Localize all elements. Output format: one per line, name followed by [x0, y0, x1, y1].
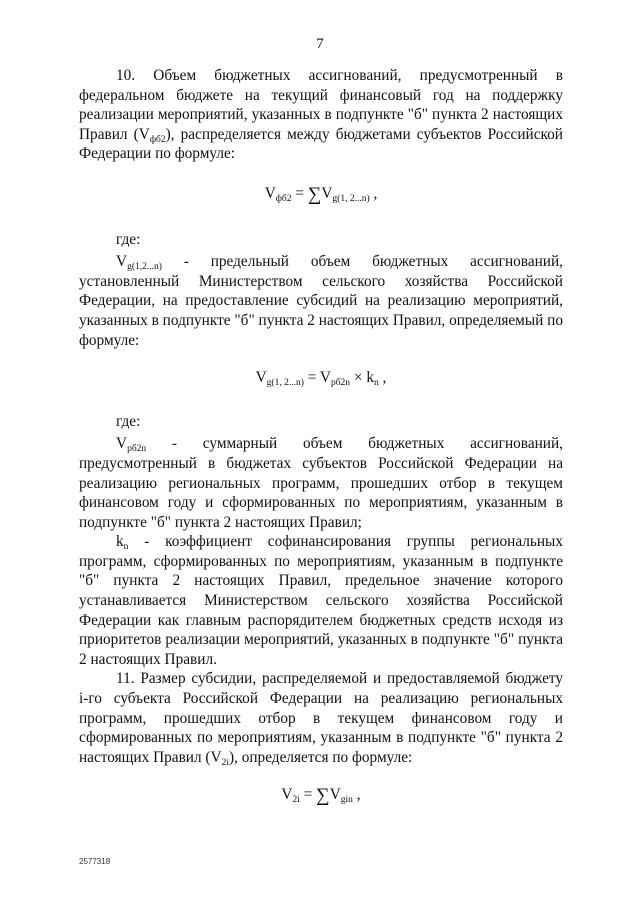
definition-text: - предельный объем бюджетных ассигнований, установленный Министерством сельского хозяйства Российской Федерации, на предоставление субсидий на реализацию мероприятий, указанных в подпункте "б" пункта 2 настоящих Правил, определяемый по формуле:: [79, 253, 563, 349]
subscript: 2i: [292, 795, 300, 806]
where-label: где:: [116, 230, 141, 248]
where-label: где:: [116, 412, 141, 430]
formula-operator: ,: [352, 786, 361, 804]
paragraph-text: ), распределяется между бюджетами субъектов Российской Федерации по формуле:: [79, 125, 563, 163]
sum-symbol: ∑: [307, 183, 322, 205]
subscript: g(1, 2...n): [332, 193, 370, 204]
paragraph-11: [79, 669, 563, 767]
formula-symbol: V: [264, 184, 276, 202]
subscript: фб2: [275, 193, 292, 204]
subscript: фб2: [149, 134, 166, 145]
formula-operator: ,: [369, 184, 378, 202]
formula-2: [79, 368, 563, 388]
formula-symbol: V: [255, 369, 267, 387]
paragraph-text: 11. Размер субсидии, распределяемой и предоставляемой бюджету i-го субъекта Российской Федерации на реализацию региональных программ, прошедших отбор в текущем финансовом году и сформированных по мероприятиям, указанным в подпункте "б" пункта 2 настоящих Правил (V: [79, 670, 563, 766]
subscript: 2i: [221, 757, 229, 768]
formula-operator: =: [291, 184, 308, 202]
definition-text: - коэффициент софинансирования группы региональных программ, сформированных по мероприятиям, указанным в подпункте "б" пункта 2 настоящих Правил, предельное значение которого устанавливается Министерством сельского хозяйства Российской Федерации как главным распорядителем бюджетных средств исходя из приоритетов реализации мероприятий, указанных в подпункте "б" пункта 2 настоящих Правил.: [79, 533, 563, 668]
formula-symbol: V: [321, 184, 333, 202]
formula-3: [79, 785, 563, 805]
subscript: g(1,2...n): [127, 262, 162, 273]
formula-1: [79, 184, 563, 204]
formula-symbol: V: [281, 786, 293, 804]
paragraph-10: [79, 66, 563, 164]
subscript: n: [123, 542, 129, 553]
formula-symbol: k: [366, 369, 374, 387]
paragraph-text: 10. Объем бюджетных ассигнований, предусмотренный в федеральном бюджете на текущий финансовый год на поддержку реализации мероприятий, указанных в подпункте "б" пункта 2 настоящих Правил (V: [79, 67, 563, 143]
subscript: n: [373, 378, 379, 389]
formula-symbol: V: [116, 253, 128, 271]
paragraph-text: ), определяется по формуле:: [228, 748, 413, 766]
subscript: рб2n: [127, 444, 147, 455]
definition-vrb: [79, 434, 563, 532]
document-id: 2577318: [79, 857, 111, 866]
page-number: 7: [316, 36, 324, 52]
formula-symbol: V: [319, 369, 331, 387]
document-body: [79, 66, 563, 805]
sum-symbol: ∑: [316, 785, 330, 807]
formula-symbol: V: [329, 786, 341, 804]
formula-operator: ,: [378, 369, 387, 387]
formula-symbol: k: [116, 533, 124, 551]
subscript: рб2n: [330, 378, 351, 389]
definition-kn: [79, 532, 563, 669]
formula-operator: ×: [350, 369, 367, 387]
formula-symbol: V: [116, 435, 128, 453]
subscript: g(1, 2...n): [266, 378, 304, 389]
formula-operator: =: [299, 786, 317, 804]
definition-vg: [79, 252, 563, 350]
subscript: gin: [340, 795, 353, 806]
formula-operator: =: [303, 369, 320, 387]
definition-text: - суммарный объем бюджетных ассигнований, предусмотренный в бюджетах субъектов Российской Федерации на реализацию региональных программ, прошедших отбор в текущем финансовом году и сформированных по мероприятиям, указанным в подпункте "б" пункта 2 настоящих Правил;: [79, 435, 563, 531]
